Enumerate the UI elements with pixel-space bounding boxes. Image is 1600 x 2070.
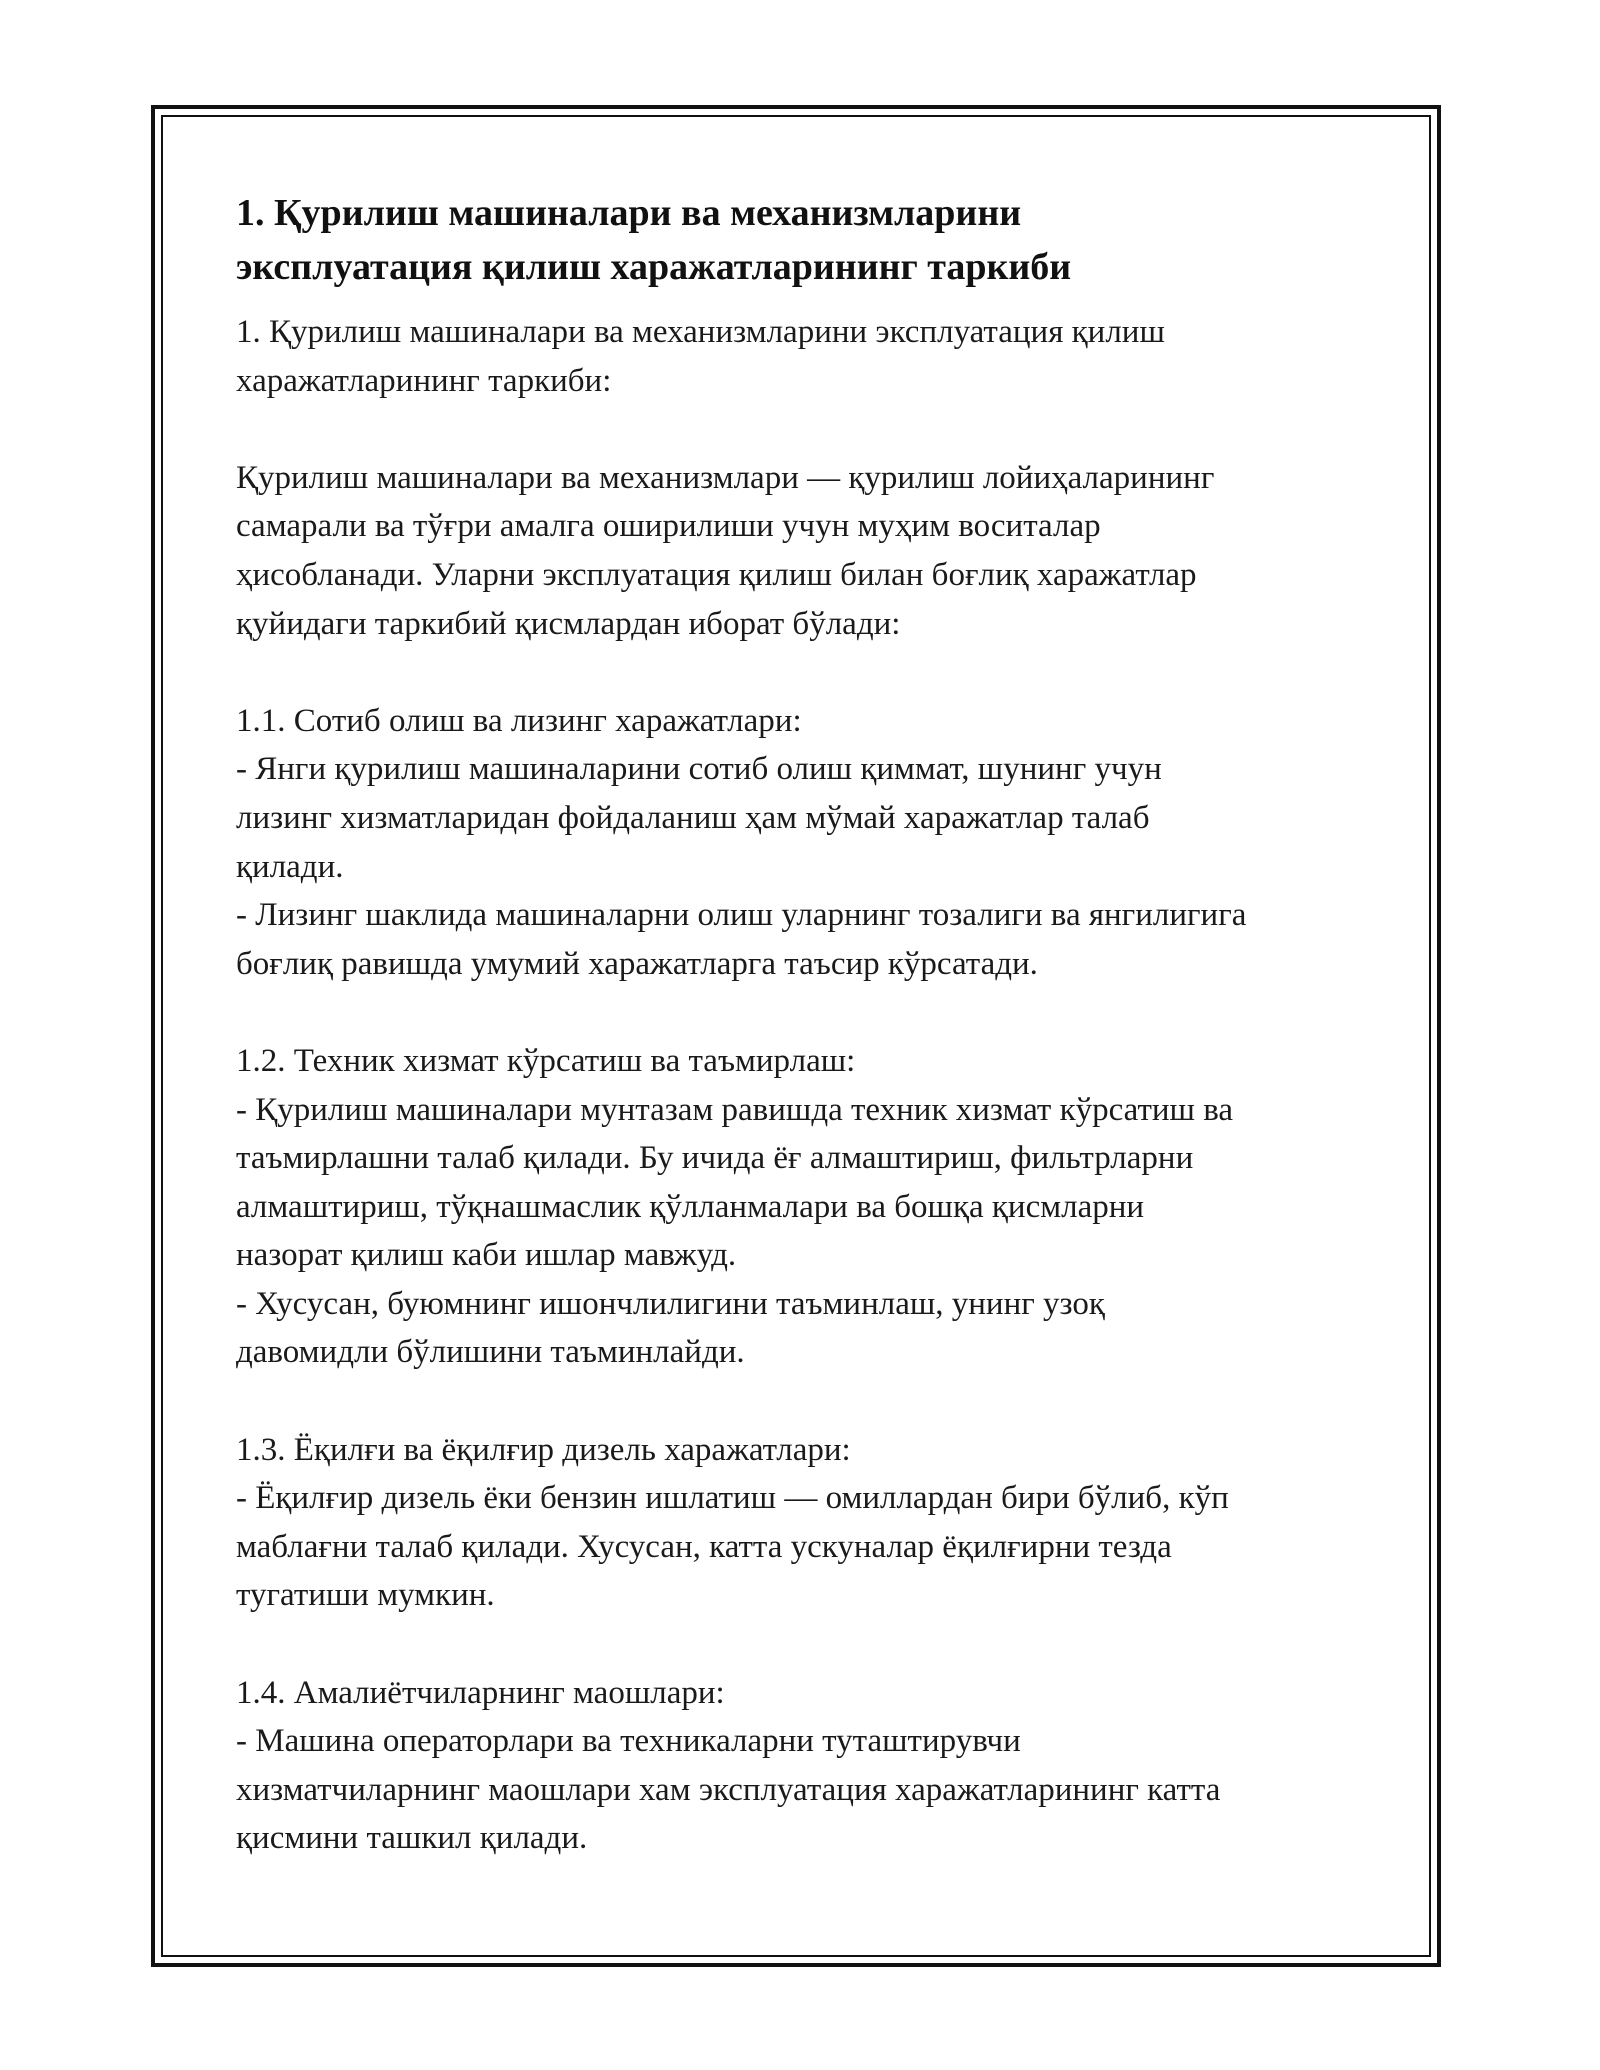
document-body <box>236 186 1376 1863</box>
paragraph-introduction: Қурилиш машиналари ва механизмлари — қурилиш лойиҳаларининг самарали ва тўғри амалга оширилиши учун муҳим воситалар ҳисобланади. Уларни эксплуатация қилиш билан боғлиқ харажатлар қуйидаги таркибий қисмлардан иборат бўлади: <box>236 459 1215 642</box>
document-title: 1. Қурилиш машиналари ва механизмларини эксплуатация қилиш харажатларининг таркиби <box>236 192 1072 288</box>
section-operator-wages: 1.4. Амалиётчиларнинг маошлари: - Машина операторлари ва техникаларни туташтирувчи хизматчиларнинг маошлари хам эксплуатация харажатларининг катта қисмини ташкил қилади. <box>236 1674 1221 1857</box>
section-maintenance-repair: 1.2. Техник хизмат кўрсатиш ва таъмирлаш: - Қурилиш машиналари мунтазам равишда техник хизмат кўрсатиш ва таъмирлашни талаб қилади. Бу ичида ёғ алмаштириш, фильтрларни алмаштириш, тўқнашмаслик қўлланмалари ва бошқа қисмларни назорат қилиш каби ишлар мавжуд. - Хусусан, буюмнинг ишончлилигини таъминлаш, унинг узоқ давомидли бўлишини таъминлайди. <box>236 1042 1234 1371</box>
paragraph-intro-heading: 1. Қурилиш машиналари ва механизмларини эксплуатация қилиш харажатларининг таркиби: <box>236 314 1165 399</box>
section-fuel-costs: 1.3. Ёқилғи ва ёқилғир дизель харажатлари: - Ёқилғир дизель ёки бензин ишлатиш — омиллардан бири бўлиб, кўп маблағни талаб қилади. Хусусан, катта ускуналар ёқилғирни тезда тугатиши мумкин. <box>236 1431 1229 1614</box>
section-purchase-leasing: 1.1. Сотиб олиш ва лизинг харажатлари: - Янги қурилиш машиналарини сотиб олиш қиммат, шунинг учун лизинг хизматларидан фойдаланиш ҳам мўмай харажатлар талаб қилади. - Лизинг шаклида машиналарни олиш уларнинг тозалиги ва янгилигига боғлиқ равишда умумий харажатларга таъсир кўрсатади. <box>236 702 1247 982</box>
